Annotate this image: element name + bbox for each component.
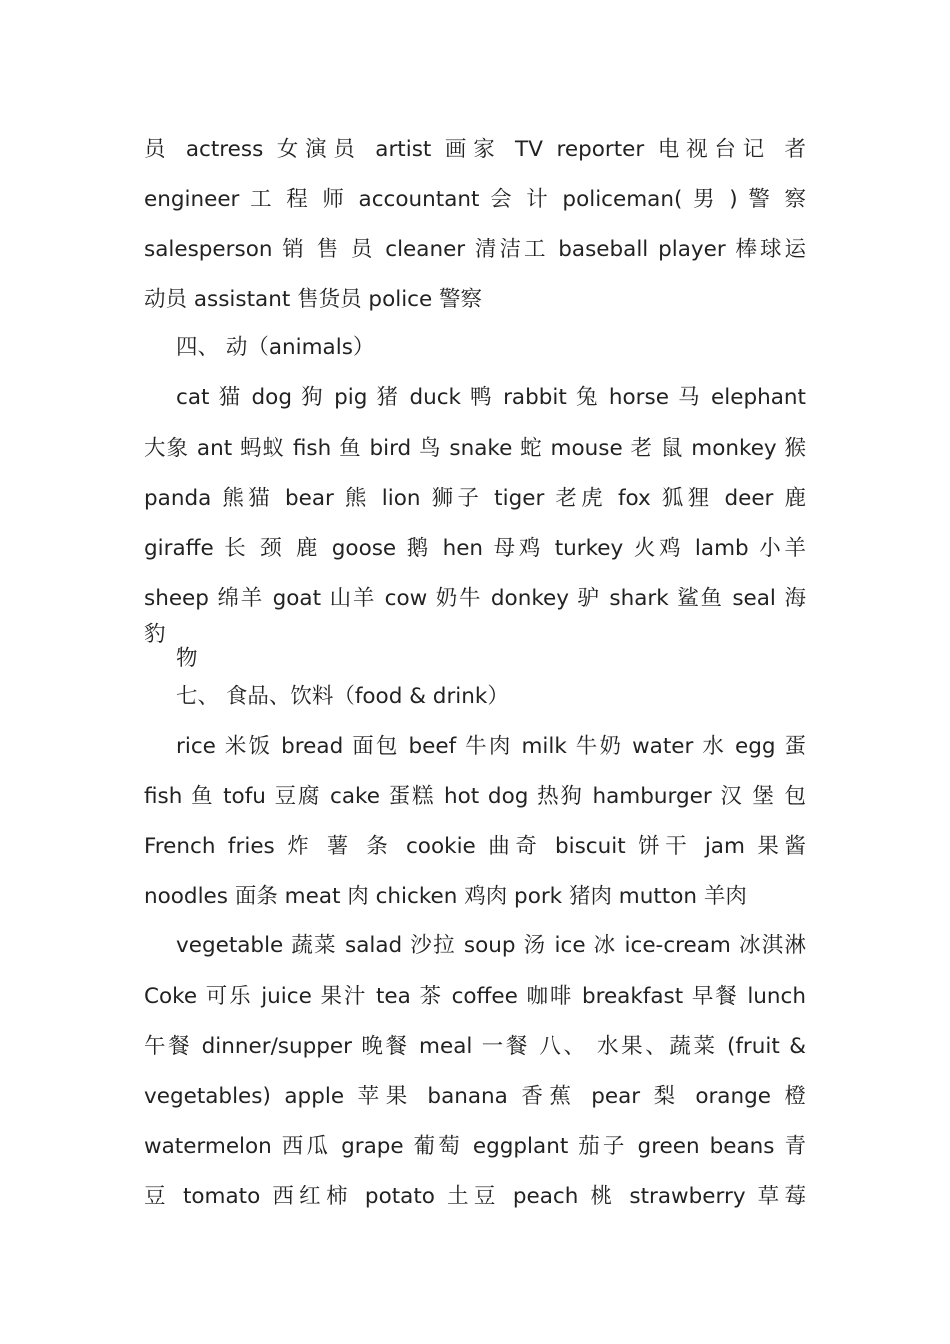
section-heading-animals: 四、 动（animals） <box>176 335 375 360</box>
text-line-food-6: Coke 可乐 juice 果汁 tea 茶 coffee 咖啡 breakfast 早餐 lunch <box>144 984 806 1009</box>
text-line-fruit-1: vegetables) apple 苹果 banana 香蕉 pear 梨 orange 橙 <box>144 1084 806 1109</box>
text-line-food-4: noodles 面条 meat 肉 chicken 鸡肉 pork 猪肉 mutton 羊肉 <box>144 884 747 909</box>
text-line-fruit-3: 豆 tomato 西红柿 potato 土豆 peach 桃 strawberry 草莓 <box>144 1184 806 1209</box>
section-heading-food-drink: 七、 食品、饮料（food & drink） <box>176 684 509 709</box>
text-line-food-5: vegetable 蔬菜 salad 沙拉 soup 汤 ice 冰 ice-cream 冰淇淋 <box>176 933 806 958</box>
text-line-animals-2: 大象 ant 蚂蚁 fish 鱼 bird 鸟 snake 蛇 mouse 老 鼠 monkey 猴 <box>144 436 806 461</box>
text-line-occupations-4: 动员 assistant 售货员 police 警察 <box>144 287 483 312</box>
text-line-stray-char: 物 <box>176 646 198 671</box>
text-line-food-7: 午餐 dinner/supper 晚餐 meal 一餐 八、 水果、蔬菜 (fruit & <box>144 1034 806 1059</box>
text-line-occupations-2: engineer 工 程 师 accountant 会 计 policeman( 男 ) 警 察 <box>144 187 806 212</box>
text-line-occupations-1: 员 actress 女演员 artist 画家 TV reporter 电视台记 者 <box>144 137 806 162</box>
text-line-animals-1: cat 猫 dog 狗 pig 猪 duck 鸭 rabbit 兔 horse 马 elephant <box>176 385 806 410</box>
text-line-occupations-3: salesperson 销 售 员 cleaner 清洁工 baseball player 棒球运 <box>144 237 806 262</box>
text-line-food-1: rice 米饭 bread 面包 beef 牛肉 milk 牛奶 water 水 egg 蛋 <box>176 734 806 759</box>
text-line-animals-4: giraffe 长 颈 鹿 goose 鹅 hen 母鸡 turkey 火鸡 lamb 小羊 <box>144 536 806 561</box>
text-line-food-3: French fries 炸 薯 条 cookie 曲奇 biscuit 饼干 jam 果酱 <box>144 834 806 859</box>
text-line-animals-3: panda 熊猫 bear 熊 lion 狮子 tiger 老虎 fox 狐狸 deer 鹿 <box>144 486 806 511</box>
text-line-fruit-2: watermelon 西瓜 grape 葡萄 eggplant 茄子 green beans 青 <box>144 1134 806 1159</box>
text-line-animals-6: 豹 <box>144 622 166 647</box>
text-line-food-2: fish 鱼 tofu 豆腐 cake 蛋糕 hot dog 热狗 hamburger 汉 堡 包 <box>144 784 806 809</box>
text-line-animals-5: sheep 绵羊 goat 山羊 cow 奶牛 donkey 驴 shark 鲨鱼 seal 海 <box>144 586 806 611</box>
